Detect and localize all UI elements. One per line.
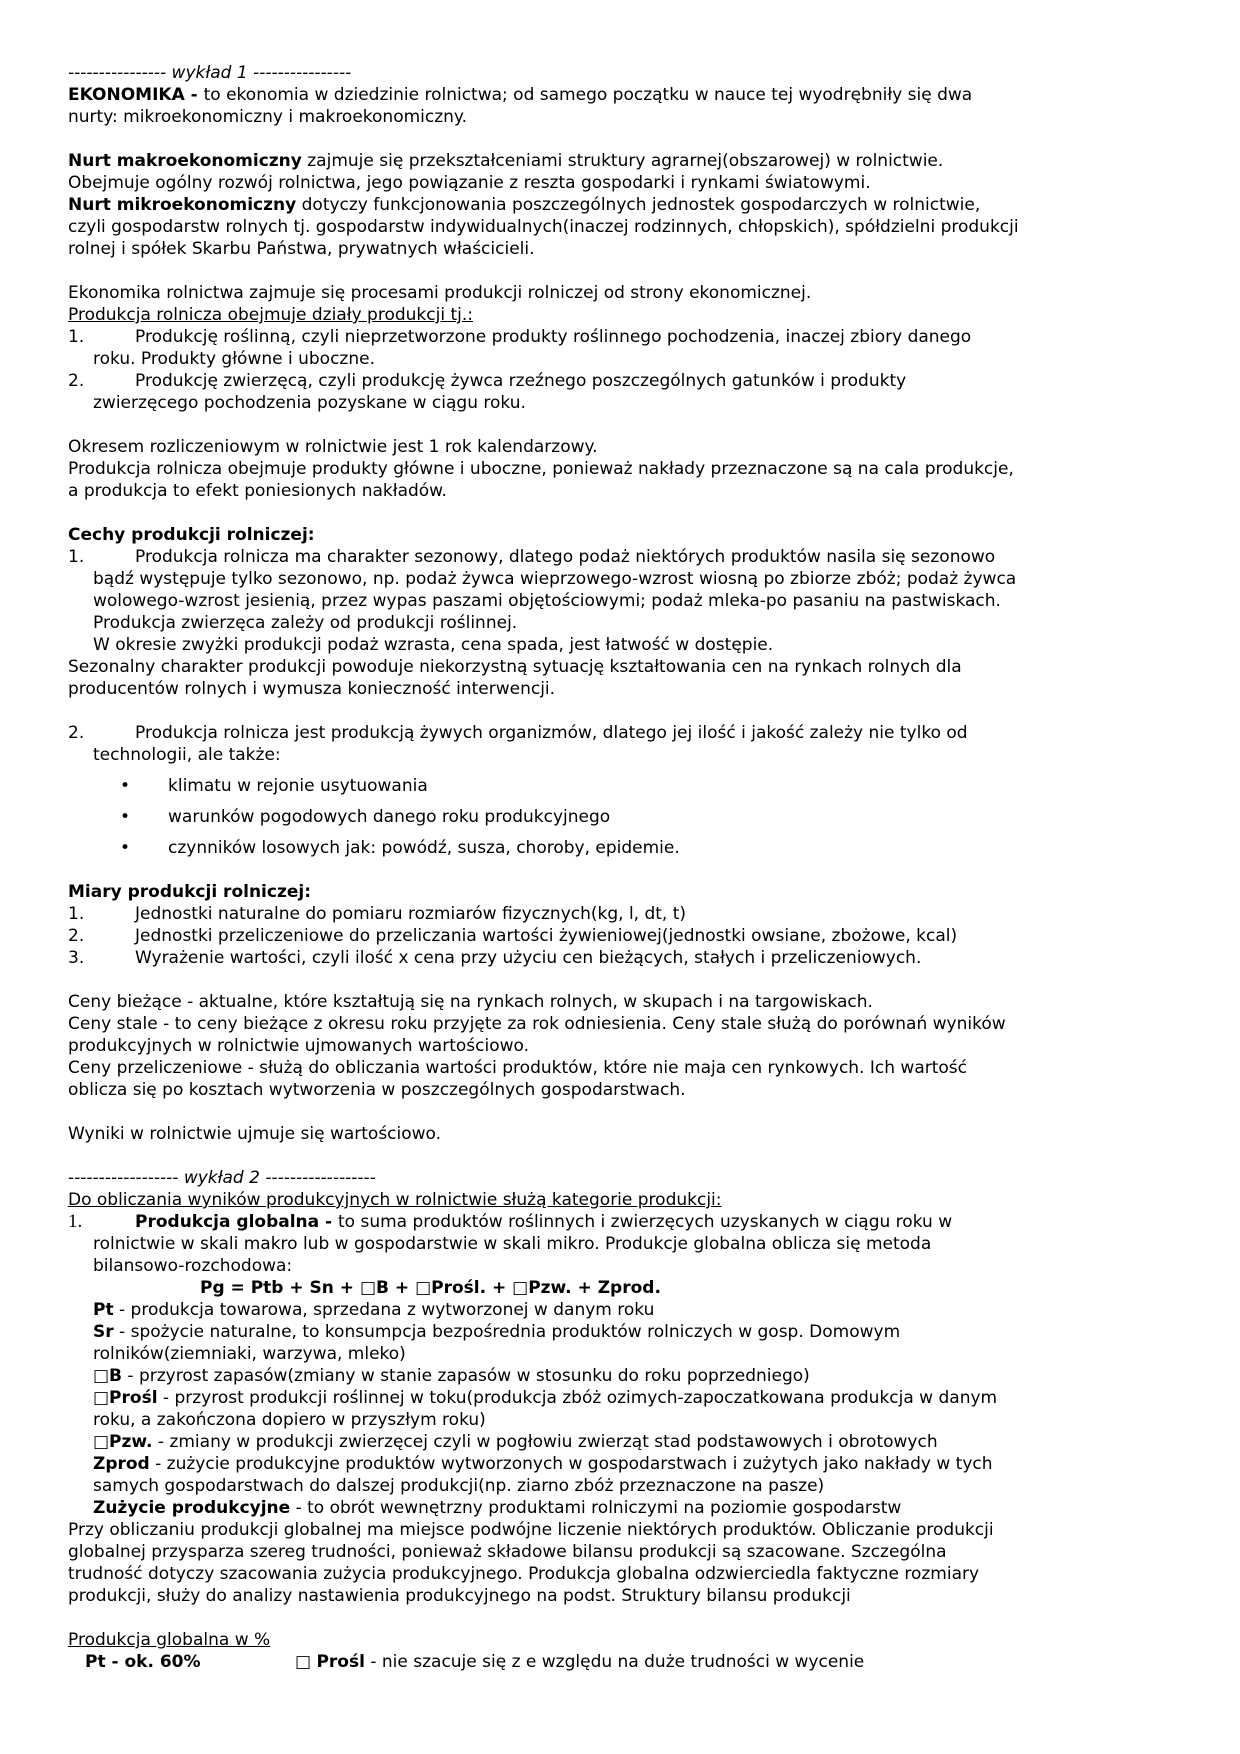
list-number: 2. <box>68 926 85 946</box>
bullet-icon: • <box>120 807 131 827</box>
ceny-line-4: Ceny przeliczeniowe - służą do obliczania wartości produktów, które nie maja cen rynkowych. Ich wartość <box>68 1058 967 1078</box>
nurt-makro-line-2: Obejmuje ogólny rozwój rolnictwa, jego powiązanie z reszta gospodarki i rynkami światowymi. <box>68 173 871 193</box>
ceny-line-1: Ceny bieżące - aktualne, które kształtują się na rynkach rolnych, w skupach i na targowiskach. <box>68 992 873 1012</box>
ekonomika-rolnictwa-line: Ekonomika rolnictwa zajmuje się procesami produkcji rolniczej od strony ekonomicznej. <box>68 283 812 303</box>
cecha-1-line-5: W okresie zwyżki produkcji podaż wzrasta, cena spada, jest łatwość w dostępie. <box>93 635 774 655</box>
bullet-text: klimatu w rejonie usytuowania <box>168 776 428 796</box>
produkcja-globalna-line-1 <box>68 1211 1200 1233</box>
cechy-heading <box>68 524 1200 546</box>
lecture-2-section <box>68 1167 1200 1673</box>
list-number: 1. <box>68 904 85 924</box>
definition-sr-line-1 <box>68 1321 1200 1343</box>
definition-zuzycie <box>68 1497 1200 1519</box>
cecha-1-line-6: Sezonalny charakter produkcji powoduje niekorzystną sytuację kształtowania cen na rynkach rolnych dla <box>68 657 962 677</box>
wyniki-line: Wyniki w rolnictwie ujmuje się wartościowo. <box>68 1124 442 1144</box>
ekonomika-definition-line-1 <box>68 84 1200 106</box>
blank-line <box>68 260 1200 282</box>
dzialy-item-2-line-1 <box>68 370 1200 392</box>
produkcja-globalna-line-2: rolnictwie w skali makro lub w gospodarstwie w skali mikro. Produkcje globalna oblicza się metoda <box>93 1234 932 1254</box>
definition-term: □B <box>93 1366 123 1386</box>
blank-line <box>68 859 1200 881</box>
dzialy-item-1-line-2: roku. Produkty główne i uboczne. <box>93 349 375 369</box>
uwagi-line-4: produkcji, służy do analizy nastawienia produkcyjnego na podst. Struktury bilansu produkcji <box>68 1586 851 1606</box>
definition-text: - przyrost zapasów(zmiany w stanie zapasów w stosunku do roku poprzedniego) <box>122 1366 810 1386</box>
definition-term: Zużycie produkcyjne <box>93 1498 291 1518</box>
miary-heading-text: Miary produkcji rolniczej: <box>68 882 312 902</box>
uwagi-line-3: trudność dotyczy szacowania zużycia produkcyjnego. Produkcja globalna odzwierciedla faktyczne rozmiary <box>68 1564 980 1584</box>
produkcja-globalna-line-3: bilansowo-rozchodowa: <box>93 1256 293 1276</box>
miary-item-1 <box>68 903 1200 925</box>
blank-line <box>68 1607 1200 1629</box>
okres-line-1: Okresem rozliczeniowym w rolnictwie jest 1 rok kalendarzowy. <box>68 437 598 457</box>
nurt-mikro-line-1 <box>68 194 1200 216</box>
lecture-1-divider: ---------------- wykład 1 ---------------- <box>68 63 352 83</box>
produkcja-globalna-text: to suma produktów roślinnych i zwierzęcych uzyskanych w ciągu roku w <box>338 1212 953 1232</box>
list-item-text: Produkcję roślinną, czyli nieprzetworzone produkty roślinnego pochodzenia, inaczej zbiory danego <box>135 327 972 347</box>
nurt-mikro-line-2: czyli gospodarstw rolnych tj. gospodarstw indywidualnych(inaczej rodzinnych, chłopskich), spółdzielni produkcji <box>68 217 1019 237</box>
lecture-2-divider: ------------------ wykład 2 ------------------ <box>68 1168 376 1188</box>
list-item-text: Produkcja rolnicza ma charakter sezonowy, dlatego podaż niektórych produktów nasila się sezonowo <box>135 547 996 567</box>
miary-heading <box>68 881 1200 903</box>
bullet-icon: • <box>120 838 131 858</box>
bullet-text: warunków pogodowych danego roku produkcyjnego <box>168 807 611 827</box>
definition-term: Pt <box>93 1300 114 1320</box>
ekonomika-definition-line-2: nurty: mikroekonomiczny i makroekonomiczny. <box>68 107 467 127</box>
miary-item-3 <box>68 947 1200 969</box>
list-item-text: Jednostki naturalne do pomiaru rozmiarów fizycznych(kg, l, dt, t) <box>135 904 687 924</box>
list-number: 1. <box>68 1211 83 1232</box>
lecture-2-heading: Do obliczania wyników produkcyjnych w rolnictwie służą kategorie produkcji: <box>68 1190 722 1210</box>
produkcja-globalna-pct-heading: Produkcja globalna w % <box>68 1630 271 1650</box>
blank-line <box>68 502 1200 524</box>
nurt-makro-text: zajmuje się przekształceniami struktury agrarnej(obszarowej) w rolnictwie. <box>301 151 944 171</box>
pct-pt-column <box>85 1651 295 1673</box>
definition-delta-b <box>68 1365 1200 1387</box>
definition-term: Sr <box>93 1322 114 1342</box>
list-number: 1. <box>68 327 85 347</box>
cechy-heading-text: Cechy produkcji rolniczej: <box>68 525 315 545</box>
nurt-makro-line-1 <box>68 150 1200 172</box>
bullet-item-2 <box>68 806 1200 828</box>
okres-line-3: a produkcja to efekt poniesionych nakładów. <box>68 481 447 501</box>
uwagi-line-2: globalnej przysparza szereg trudności, ponieważ składowe bilansu produkcji są szacowane. Szczególna <box>68 1542 947 1562</box>
definition-text: - zmiany w produkcji zwierzęcej czyli w pogłowiu zwierząt stad podstawowych i obrotowych <box>152 1432 938 1452</box>
definition-text: - zużycie produkcyjne produktów wytworzonych w gospodarstwach i zużytych jako nakłady w tych <box>149 1454 993 1474</box>
definition-delta-prosl-line-2: roku, a zakończona dopiero w przyszłym roku) <box>93 1410 486 1430</box>
definition-zprod-line-2: samych gospodarstwach do dalszej produkcji(np. ziarno zbóż przeznaczone na pasze) <box>93 1476 825 1496</box>
balance-formula: Pg = Ptb + Sn + □B + □Prośl. + □Pzw. + Zprod. <box>200 1278 661 1298</box>
lecture-1-section <box>68 62 1200 1167</box>
definition-delta-prosl-line-1 <box>68 1387 1200 1409</box>
definition-pt <box>68 1299 1200 1321</box>
ekonomika-term: EKONOMIKA - <box>68 85 204 105</box>
nurt-makro-term: Nurt makroekonomiczny <box>68 151 302 171</box>
ceny-line-3: produkcyjnych w rolnictwie ujmowanych wartościowo. <box>68 1036 530 1056</box>
definition-term: Zprod <box>93 1454 150 1474</box>
definition-text: - spożycie naturalne, to konsumpcja bezpośrednia produktów rolniczych w gosp. Domowym <box>113 1322 901 1342</box>
missing-glyph-box: □ <box>295 1652 317 1672</box>
ceny-line-2: Ceny stale - to ceny bieżące z okresu roku przyjęte za rok odniesienia. Ceny stale służą do porównań wyników <box>68 1014 1006 1034</box>
list-number: 2. <box>68 371 85 391</box>
cecha-2-line-2: technologii, ale także: <box>93 745 281 765</box>
list-number: 2. <box>68 723 85 743</box>
list-item-text: Produkcję zwierzęcą, czyli produkcję żywca rzeźnego poszczególnych gatunków i produkty <box>135 371 907 391</box>
list-item-text: Jednostki przeliczeniowe do przeliczania wartości żywieniowej(jednostki owsiane, zbożowe, kcal) <box>135 926 958 946</box>
pct-pt-value: Pt - ok. 60% <box>85 1652 201 1672</box>
blank-line <box>68 700 1200 722</box>
list-number: 1. <box>68 547 85 567</box>
produkcja-globalna-term: Produkcja globalna - <box>135 1212 339 1232</box>
uwagi-line-1: Przy obliczaniu produkcji globalnej ma miejsce podwójne liczenie niektórych produktów. Obliczanie produkcji <box>68 1520 994 1540</box>
definition-text: - produkcja towarowa, sprzedana z wytworzonej w danym roku <box>113 1300 655 1320</box>
bullet-icon: • <box>120 776 131 796</box>
dzialy-item-1-line-1 <box>68 326 1200 348</box>
blank-line <box>68 1101 1200 1123</box>
bullet-item-3 <box>68 837 1200 859</box>
cecha-1-line-7: producentów rolnych i wymusza konieczność interwencji. <box>68 679 556 699</box>
blank-line <box>68 1145 1200 1167</box>
blank-line <box>68 128 1200 150</box>
cecha-1-line-4: Produkcja zwierzęca zależy od produkcji roślinnej. <box>93 613 518 633</box>
nurt-mikro-text: dotyczy funkcjonowania poszczególnych jednostek gospodarczych w rolnictwie, <box>296 195 981 215</box>
pct-prosl-text: - nie szacuje się z e względu na duże trudności w wycenie <box>364 1652 865 1672</box>
cecha-2-line-1 <box>68 722 1200 744</box>
definition-zprod-line-1 <box>68 1453 1200 1475</box>
definition-text: - to obrót wewnętrzny produktami rolniczymi na poziomie gospodarstw <box>290 1498 902 1518</box>
produkcja-globalna-pct-values <box>68 1651 1200 1673</box>
bullet-item-1 <box>68 775 1200 797</box>
nurt-mikro-line-3: rolnej i spółek Skarbu Państwa, prywatnych właścicieli. <box>68 239 535 259</box>
ceny-line-5: oblicza się po kosztach wytworzenia w poszczególnych gospodarstwach. <box>68 1080 686 1100</box>
definition-delta-pzw <box>68 1431 1200 1453</box>
definition-term: □Pzw. <box>93 1432 153 1452</box>
dzialy-item-2-line-2: zwierzęcego pochodzenia pozyskane w ciągu roku. <box>93 393 526 413</box>
blank-line <box>68 969 1200 991</box>
cecha-1-line-3: wolowego-wzrost jesienią, przez wypas paszami objętościowymi; podaż mleka-po pasaniu na pastwiskach. <box>93 591 1001 611</box>
cecha-1-line-2: bądź występuje tylko sezonowo, np. podaż żywca wieprzowego-wzrost wiosną po zbiorze zbóż; podaż żywca <box>93 569 1017 589</box>
pct-prosl-term: Prośl <box>316 1652 365 1672</box>
nurt-mikro-term: Nurt mikroekonomiczny <box>68 195 297 215</box>
list-item-text: Wyrażenie wartości, czyli ilość x cena przy użyciu cen bieżących, stałych i przeliczeniowych. <box>135 948 922 968</box>
blank-line <box>68 414 1200 436</box>
cecha-1-line-1 <box>68 546 1200 568</box>
ekonomika-text: to ekonomia w dziedzinie rolnictwa; od samego początku w nauce tej wyodrębniły się dwa <box>203 85 973 105</box>
dzialy-heading: Produkcja rolnicza obejmuje działy produkcji tj.: <box>68 305 473 325</box>
miary-item-2 <box>68 925 1200 947</box>
definition-text: - przyrost produkcji roślinnej w toku(produkcja zbóż ozimych-zapoczatkowana produkcja w danym <box>157 1388 998 1408</box>
definition-term: □Prośl <box>93 1388 158 1408</box>
definition-sr-line-2: rolników(ziemniaki, warzywa, mleko) <box>93 1344 406 1364</box>
bullet-text: czynników losowych jak: powódź, susza, choroby, epidemie. <box>168 838 680 858</box>
okres-line-2: Produkcja rolnicza obejmuje produkty główne i uboczne, ponieważ nakłady przeznaczone są na cala produkcje, <box>68 459 1014 479</box>
list-item-text: Produkcja rolnicza jest produkcją żywych organizmów, dlatego jej ilość i jakość zależy nie tylko od <box>135 723 968 743</box>
list-number: 3. <box>68 948 85 968</box>
